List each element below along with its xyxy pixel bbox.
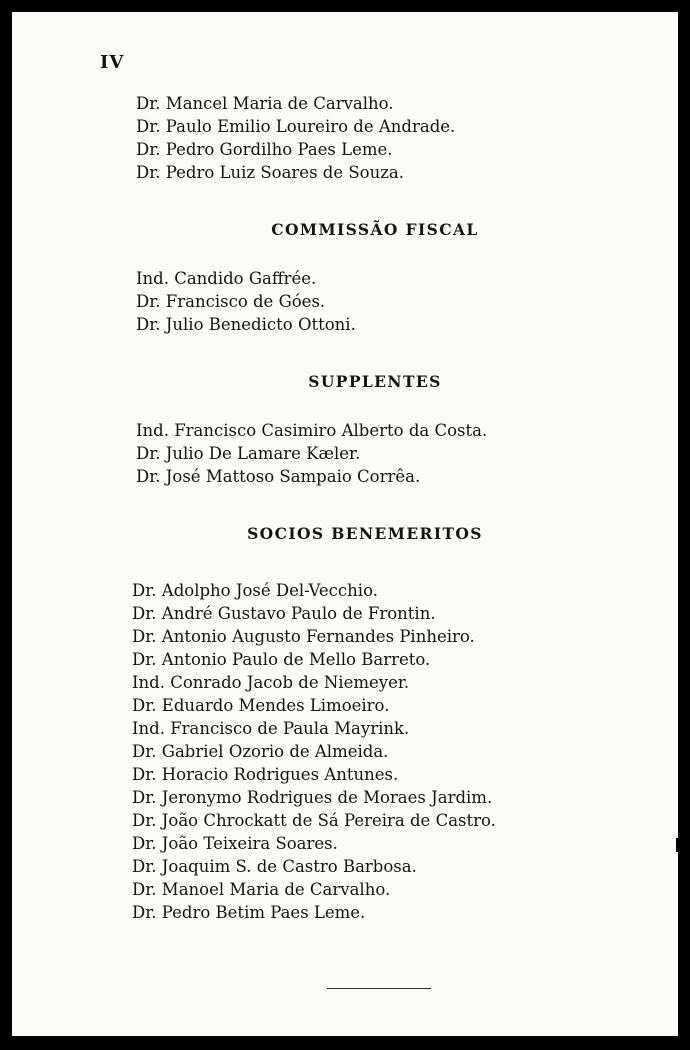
scan-edge-mark — [676, 838, 690, 852]
list-item: Dr. Antonio Paulo de Mello Barreto. — [132, 650, 431, 669]
section-heading-benemeritos: SOCIOS BENEMERITOS — [247, 524, 483, 543]
supplentes-member-list — [136, 419, 487, 488]
list-item: Dr. Pedro Gordilho Paes Leme. — [136, 140, 393, 159]
list-item: Dr. Pedro Luiz Soares de Souza. — [136, 163, 404, 182]
list-item: Dr. Julio Benedicto Ottoni. — [136, 315, 356, 334]
page-number: IV — [100, 52, 125, 73]
list-item: Ind. Francisco de Paula Mayrink. — [132, 719, 410, 738]
list-item: Dr. Francisco de Góes. — [136, 292, 326, 311]
list-item: Dr. Joaquim S. de Castro Barbosa. — [132, 857, 417, 876]
fiscal-member-list — [136, 267, 356, 336]
benemeritos-member-list — [132, 579, 496, 924]
list-item: Dr. Adolpho José Del-Vecchio. — [132, 581, 378, 600]
list-item: Dr. Jeronymo Rodrigues de Moraes Jardim. — [132, 788, 493, 807]
list-item: Dr. Pedro Betim Paes Leme. — [132, 903, 366, 922]
closing-rule — [327, 988, 431, 989]
list-item: Dr. Julio De Lamare Kæler. — [136, 444, 361, 463]
list-item: Dr. Gabriel Ozorio de Almeida. — [132, 742, 389, 761]
list-item: Dr. João Chrockatt de Sá Pereira de Castro. — [132, 811, 496, 830]
list-item: Dr. Antonio Augusto Fernandes Pinheiro. — [132, 627, 475, 646]
list-item: Ind. Conrado Jacob de Niemeyer. — [132, 673, 410, 692]
section-heading-supplentes: SUPPLENTES — [308, 372, 442, 391]
document-page — [12, 12, 678, 1036]
list-item: Dr. Eduardo Mendes Limoeiro. — [132, 696, 390, 715]
list-item: Dr. Manoel Maria de Carvalho. — [132, 880, 391, 899]
list-item: Ind. Francisco Casimiro Alberto da Costa. — [136, 421, 488, 440]
list-item: Dr. Mancel Maria de Carvalho. — [136, 94, 394, 113]
list-item: Dr. José Mattoso Sampaio Corrêa. — [136, 467, 421, 486]
list-item: Ind. Candido Gaffrée. — [136, 269, 317, 288]
section-heading-fiscal: COMMISSÃO FISCAL — [271, 220, 479, 239]
board-member-list — [136, 92, 455, 184]
list-item: Dr. João Teixeira Soares. — [132, 834, 338, 853]
list-item: Dr. André Gustavo Paulo de Frontin. — [132, 604, 436, 623]
list-item: Dr. Paulo Emilio Loureiro de Andrade. — [136, 117, 456, 136]
list-item: Dr. Horacio Rodrigues Antunes. — [132, 765, 399, 784]
